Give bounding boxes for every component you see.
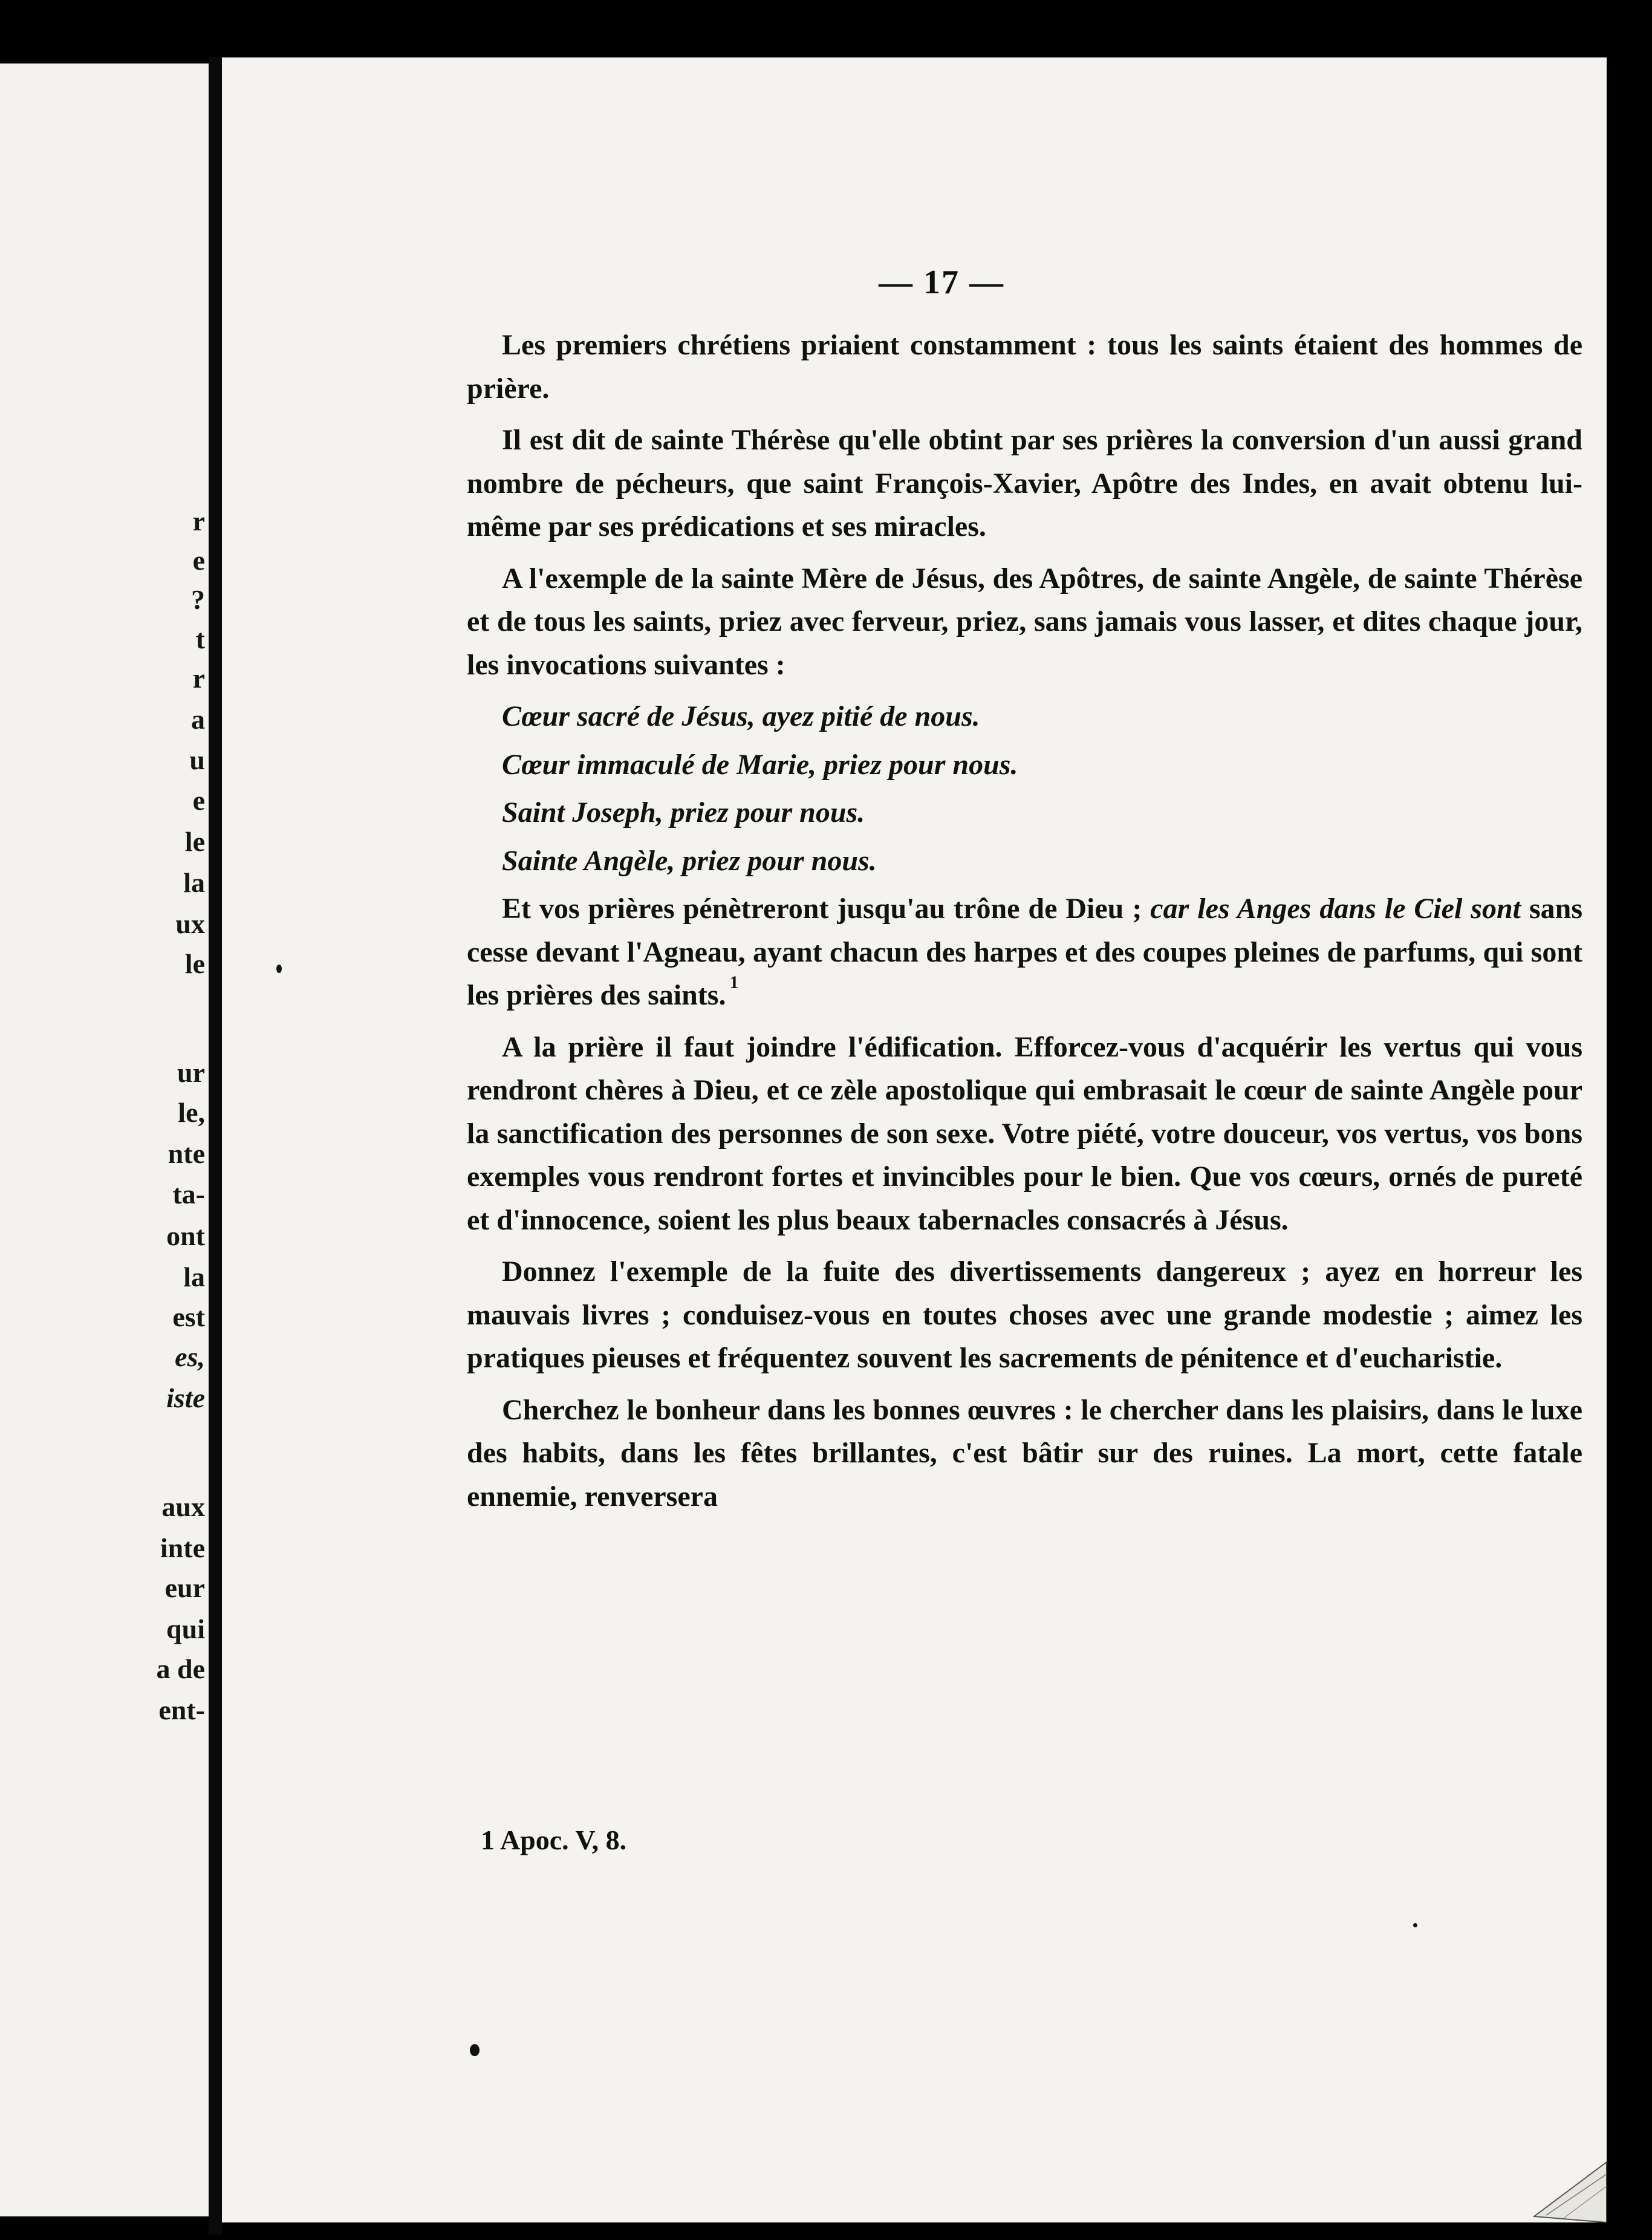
paragraph: Cherchez le bonheur dans les bonnes œuvres : le chercher dans les plaisirs, dans le luxe des habits, dans les fêtes brillantes, c'est bâtir sur des ruines. La mort, cette fatale ennemie, renversera xyxy=(467,1393,1582,1512)
facing-page-fragment: aux xyxy=(161,1491,205,1522)
facing-page-fragment: es, xyxy=(175,1341,205,1372)
facing-page-fragment: le xyxy=(184,948,205,979)
paragraph-lead: Et vos prières pénètreront jusqu'au trône de Dieu ; xyxy=(502,893,1142,925)
facing-page-fragment: ? xyxy=(191,584,205,615)
page-body xyxy=(467,324,1582,1526)
facing-page-fragment: ent- xyxy=(158,1695,205,1725)
facing-page-fragment: u xyxy=(189,744,205,775)
facing-page-fragment: nte xyxy=(167,1138,205,1169)
footnote: 1 Apoc. V, 8. xyxy=(481,1825,627,1855)
footnote-reference: 1 xyxy=(729,972,739,992)
facing-page-fragment: eur xyxy=(164,1572,205,1603)
page-number: — 17 — xyxy=(879,264,1004,301)
facing-page-fragment: ur xyxy=(177,1057,205,1088)
facing-page-fragment: le, xyxy=(178,1097,205,1128)
paragraph-italic: car les Anges dans le Ciel sont xyxy=(1150,893,1521,925)
invocation-line: Saint Joseph, priez pour nous. xyxy=(502,796,865,829)
facing-page-fragment: qui xyxy=(166,1613,205,1644)
facing-page-fragment: le xyxy=(184,826,205,857)
facing-page-fragment: a xyxy=(191,704,205,735)
paragraph: Donnez l'exemple de la fuite des divertissements dangereux ; ayez en horreur les mauvais livres ; conduisez-vous en toutes choses avec une grande modestie ; aimez les pratiques pieuses et fréquentez souvent les sacrements de pénitence et d'eucharistie. xyxy=(467,1255,1582,1374)
facing-page-fragment: la xyxy=(183,867,205,898)
page-gutter xyxy=(209,57,222,2235)
facing-page-fragment: est xyxy=(172,1301,205,1332)
paragraph: A la prière il faut joindre l'édification. Efforcez-vous d'acquérir les vertus qui vous rendront chères à Dieu, et ce zèle apostolique qui embrasait le cœur de sainte Angèle pour la sanctification des personnes de son sexe. Votre piété, votre douceur, vos vertus, vos bons exemples vous rendront fortes et invincibles pour le bien. Que vos cœurs, ornés de pureté et d'innocence, soient les plus beaux tabernacles consacrés à Jésus. xyxy=(467,1030,1582,1236)
ink-speck xyxy=(1413,1923,1417,1927)
invocation-line: Cœur sacré de Jésus, ayez pitié de nous. xyxy=(502,700,980,732)
facing-page-edge xyxy=(0,63,209,2216)
invocation-line: Sainte Angèle, priez pour nous. xyxy=(502,844,877,877)
facing-page-fragment: r xyxy=(192,506,205,536)
book-page xyxy=(222,57,1607,2222)
paragraph: A l'exemple de la sainte Mère de Jésus, des Apôtres, de sainte Angèle, de sainte Thérèse et de tous les saints, priez avec ferveur, priez, sans jamais vous lasser, et dites chaque jour, les invocations suivantes : xyxy=(467,562,1582,681)
paragraph: Les premiers chrétiens priaient constamment : tous les saints étaient des hommes de prière. xyxy=(467,329,1582,405)
invocation-line: Cœur immaculé de Marie, priez pour nous. xyxy=(502,748,1018,781)
paragraph: Il est dit de sainte Thérèse qu'elle obtint par ses prières la conversion d'un aussi grand nombre de pécheurs, que saint François-Xavier, Apôtre des Indes, en avait obtenu lui-même par ses prédications et ses miracles. xyxy=(467,424,1582,542)
ink-speck xyxy=(470,2044,480,2056)
facing-page-fragment: la xyxy=(183,1262,205,1292)
facing-page-fragment: a de xyxy=(156,1653,205,1684)
facing-page-fragment: ont xyxy=(166,1220,205,1251)
facing-page-fragment: e xyxy=(192,785,205,816)
folded-corner xyxy=(1510,2150,1607,2222)
ink-speck xyxy=(276,965,282,973)
facing-page-fragment: r xyxy=(192,663,205,694)
paragraph-rest: sans cesse devant l'Agneau, ayant chacun des harpes et des coupes pleines de parfums, qui sont les prières des saints. xyxy=(467,893,1583,1011)
facing-page-fragment: ta- xyxy=(172,1179,205,1210)
facing-page-fragment: ux xyxy=(175,908,205,939)
facing-page-fragment: inte xyxy=(160,1532,205,1563)
facing-page-fragment: e xyxy=(192,545,205,576)
facing-page-fragment: t xyxy=(195,623,205,654)
paragraph xyxy=(467,887,1582,1017)
facing-page-fragment: iste xyxy=(166,1382,205,1413)
